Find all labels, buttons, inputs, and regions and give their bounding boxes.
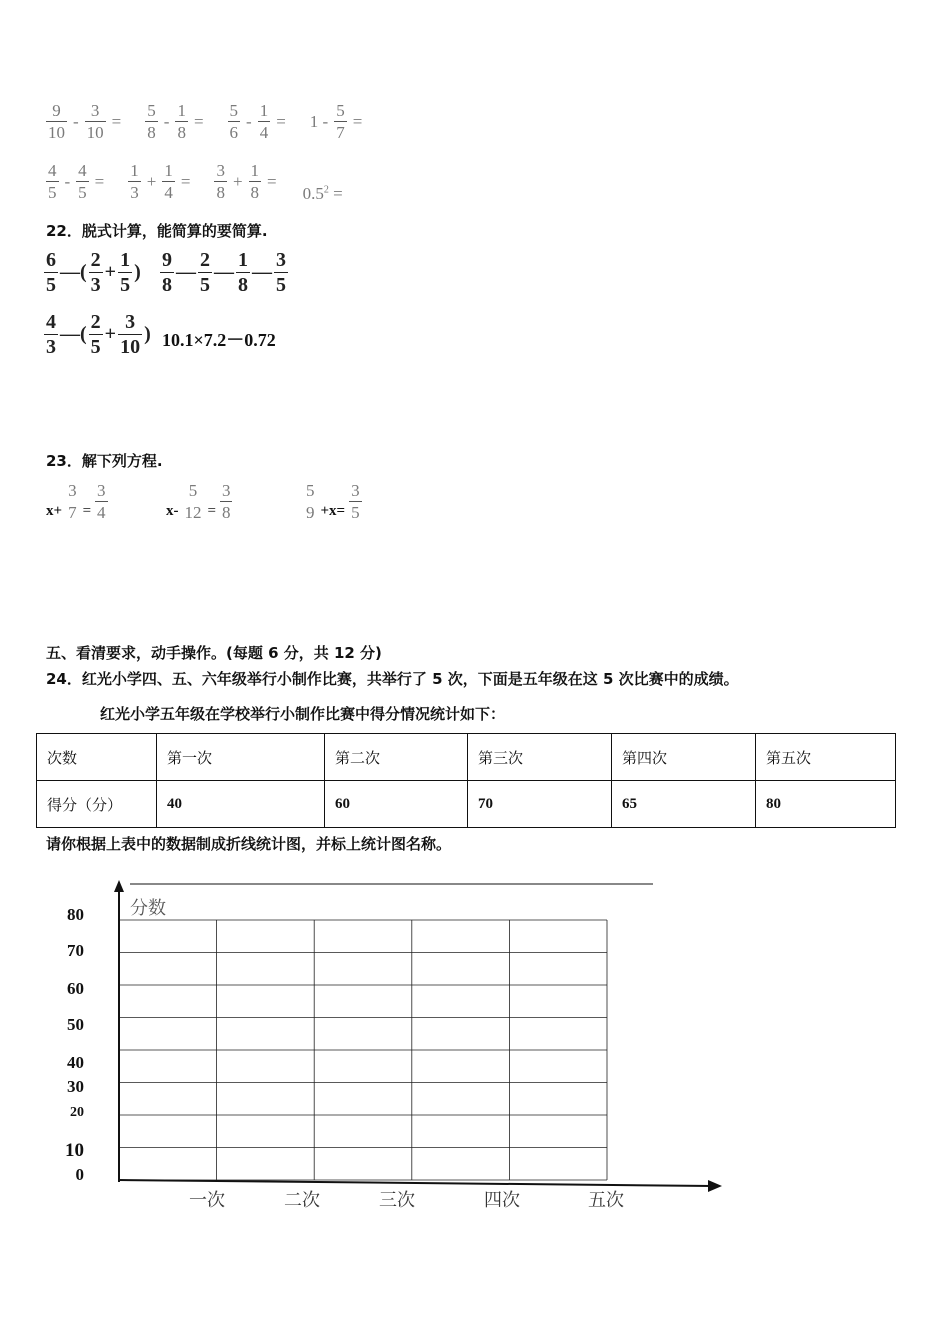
operator: — <box>252 261 272 283</box>
fraction: $\frac{2}{5}$ <box>90 311 101 358</box>
q23-equation-3 <box>304 482 362 521</box>
operator: - <box>246 111 252 131</box>
operator: ) <box>134 261 141 283</box>
fraction: $\frac{1}{8}$ <box>250 161 260 202</box>
fraction: $\frac{1}{8}$ <box>238 249 248 296</box>
blank-line-chart <box>0 870 950 1230</box>
fraction: $\frac{1}{8}$ <box>177 101 186 142</box>
score-cell: 40 <box>157 781 325 828</box>
row-label: 得分（分） <box>37 781 157 828</box>
fraction: $\frac{1}{5}$ <box>120 249 131 296</box>
fraction: 5 12 <box>184 481 202 522</box>
fraction: $\frac{9}{8}$ <box>162 249 172 296</box>
fraction: $\frac{3}{8}$ <box>221 481 231 522</box>
fraction: $\frac{1}{3}$ <box>130 161 139 202</box>
operator: - <box>73 111 79 131</box>
y-tick-label: 0 <box>75 1165 84 1184</box>
q22-expression-1 <box>44 250 141 295</box>
y-tick-label: 20 <box>70 1105 84 1120</box>
score-table <box>36 733 896 828</box>
equals: = <box>94 171 105 191</box>
score-cell: 80 <box>756 781 896 828</box>
question-24-intro: 24．红光小学四、五、六年级举行小制作比赛，共举行了 5 次，下面是五年级在这 5 次比赛中的成绩。 <box>46 670 739 688</box>
x-tick-label: 五次 <box>588 1190 624 1211</box>
table-header-cell: 第二次 <box>325 734 468 781</box>
operator: — <box>176 261 196 283</box>
score-cell: 65 <box>612 781 756 828</box>
x-tick-labels <box>189 1190 624 1211</box>
operator: + <box>104 323 117 345</box>
operand: 1 - <box>309 111 329 131</box>
x-tick-label: 二次 <box>284 1190 320 1211</box>
equals: = <box>111 111 122 131</box>
chart-instruction: 请你根据上表中的数据制成折线统计图，并标上统计图名称。 <box>46 835 452 853</box>
power-expression: $0.5^2$ = <box>302 183 343 203</box>
y-axis-arrow-icon <box>114 880 124 892</box>
operator: + <box>232 171 243 191</box>
operator: - <box>64 171 71 191</box>
question-22-title: 22．脱式计算，能简算的要简算. <box>46 222 268 240</box>
section-5-title: 五、看清要求，动手操作。(每题 6 分，共 12 分) <box>46 644 382 662</box>
fraction: $\frac{1}{4}$ <box>164 161 173 202</box>
q22-expression-3 <box>44 312 151 357</box>
variable-term: +x= <box>320 503 346 519</box>
equals: = <box>82 503 92 519</box>
fraction: $\frac{3}{5}$ <box>276 249 286 296</box>
calc-row-2 <box>46 162 343 201</box>
operator: —( <box>60 323 87 345</box>
x-tick-label: 四次 <box>484 1190 520 1211</box>
score-cell: 60 <box>325 781 468 828</box>
table-header-cell: 次数 <box>37 734 157 781</box>
fraction: $\frac{3}{4}$ <box>97 481 106 522</box>
fraction: 3 7 <box>68 481 77 522</box>
chart-grid <box>119 920 607 1180</box>
equals: = <box>267 171 277 191</box>
operator: + <box>104 261 117 283</box>
equals: = <box>180 171 191 191</box>
table-header-cell: 第五次 <box>756 734 896 781</box>
fraction: $\frac{9}{10}$ <box>48 101 65 142</box>
y-axis-title: 分数 <box>130 898 166 919</box>
question-23-title: 23．解下列方程. <box>46 452 163 470</box>
fraction: $\frac{1}{4}$ <box>259 101 269 142</box>
equals: = <box>352 111 363 131</box>
fraction: $\frac{5}{7}$ <box>336 101 345 142</box>
q22-expression-4: 10.1×7.2－0.72 <box>162 330 276 350</box>
y-tick-label: 10 <box>65 1140 84 1161</box>
table-header-cell: 第一次 <box>157 734 325 781</box>
table-header-cell: 第三次 <box>468 734 612 781</box>
q23-equation-2 <box>166 482 232 521</box>
x-axis <box>119 1180 712 1186</box>
operator: - <box>163 111 170 131</box>
fraction: $\frac{4}{5}$ <box>78 161 87 202</box>
table-header-row <box>37 734 896 781</box>
fraction: $\frac{2}{3}$ <box>90 249 101 296</box>
fraction: $\frac{4}{5}$ <box>48 161 57 202</box>
y-tick-label: 60 <box>67 979 84 998</box>
fraction: 5 9 <box>306 481 315 522</box>
x-tick-label: 三次 <box>379 1190 415 1211</box>
equals: = <box>193 111 204 131</box>
table-row <box>37 781 896 828</box>
equals: = <box>207 503 216 519</box>
equals: = <box>276 111 286 131</box>
x-tick-label: 一次 <box>189 1190 225 1211</box>
y-tick-label: 70 <box>67 941 84 960</box>
fraction: $\frac{2}{5}$ <box>200 249 210 296</box>
variable-term: x+ <box>46 503 63 519</box>
y-tick-label: 40 <box>67 1053 84 1072</box>
fraction: $\frac{6}{5}$ <box>46 249 56 296</box>
fraction: $\frac{4}{3}$ <box>46 311 56 358</box>
q22-expression-2 <box>160 250 288 295</box>
y-tick-label: 30 <box>67 1077 84 1096</box>
table-header-cell: 第四次 <box>612 734 756 781</box>
calc-row-1 <box>46 102 362 141</box>
y-tick-labels <box>65 905 84 1184</box>
fraction: $\frac{5}{8}$ <box>147 101 156 142</box>
y-tick-label: 50 <box>67 1015 84 1034</box>
fraction: $\frac{5}{6}$ <box>229 101 239 142</box>
variable-term: x- <box>166 503 179 519</box>
fraction: $\frac{3}{10}$ <box>86 101 104 142</box>
fraction: $\frac{3}{8}$ <box>216 161 225 202</box>
y-tick-label: 80 <box>67 905 84 924</box>
x-axis-arrow-icon <box>708 1180 722 1192</box>
score-cell: 70 <box>468 781 612 828</box>
operator: —( <box>60 261 87 283</box>
operator: — <box>214 261 234 283</box>
table-title: 红光小学五年级在学校举行小制作比赛中得分情况统计如下： <box>100 705 506 723</box>
operator: + <box>146 171 157 191</box>
fraction: $\frac{3}{10}$ <box>120 311 141 358</box>
fraction: $\frac{3}{5}$ <box>351 481 360 522</box>
operator: ) <box>144 323 151 345</box>
q23-equation-1 <box>46 482 108 521</box>
